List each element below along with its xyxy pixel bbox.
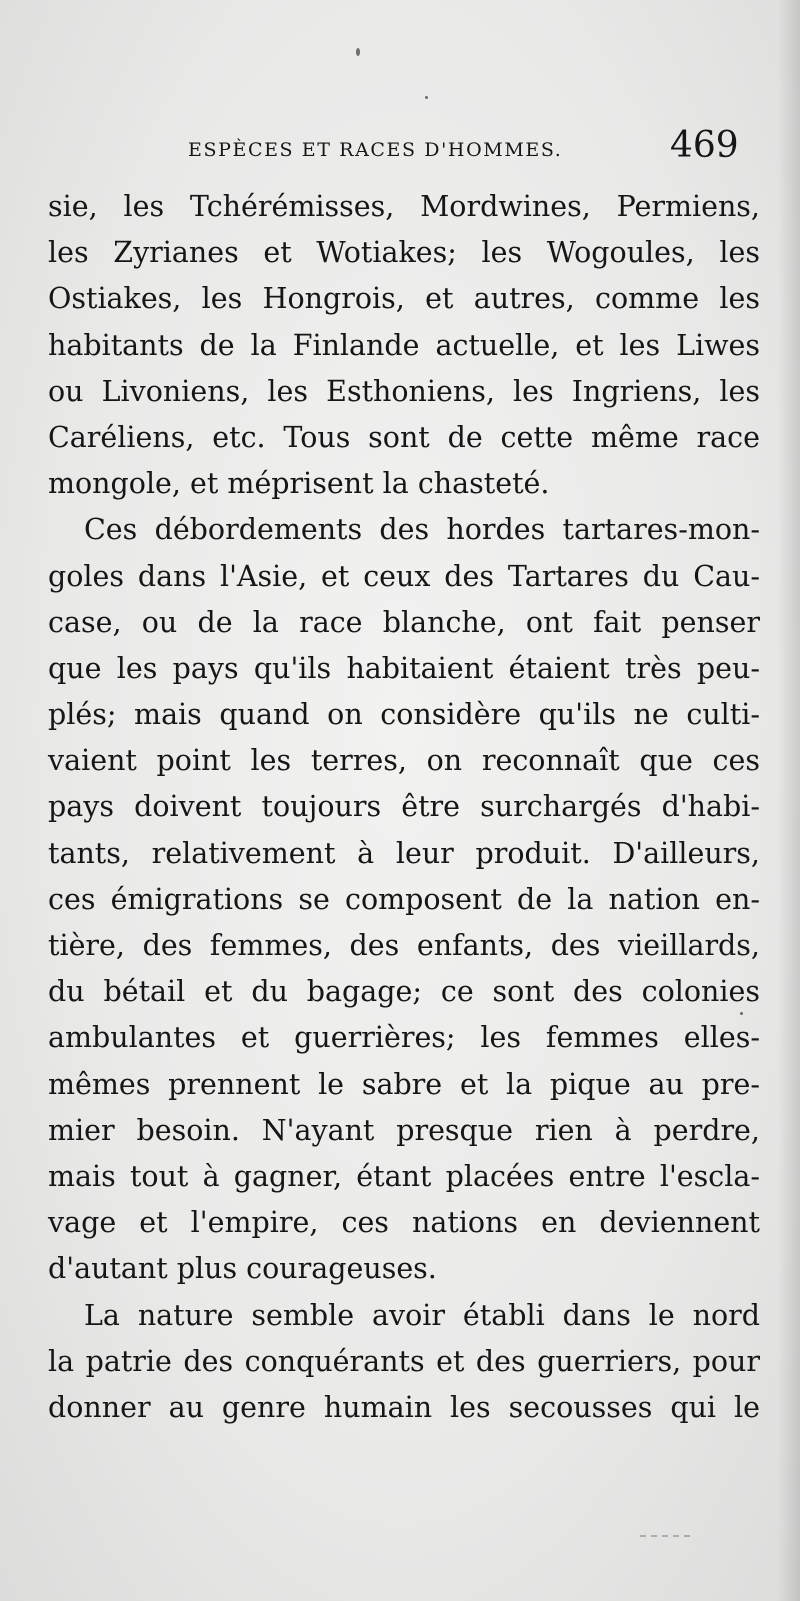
text-line: ou Livoniens, les Esthoniens, les Ingriens, les	[48, 374, 760, 408]
running-head: ESPÈCES ET RACES D'HOMMES.	[188, 139, 563, 161]
text-line: habitants de la Finlande actuelle, et les Liwes	[48, 328, 760, 362]
text-line: d'autant plus courageuses.	[48, 1252, 437, 1286]
text-line: Ces débordements des hordes tartares-mon-	[84, 513, 760, 547]
page-number: 469	[670, 125, 739, 166]
text-line: vage et l'empire, ces nations en deviennent	[48, 1206, 760, 1240]
text-line: goles dans l'Asie, et ceux des Tartares du Cau-	[48, 559, 760, 593]
ink-speck	[425, 96, 428, 99]
text-line: pays doivent toujours être surchargés d'habi-	[48, 790, 760, 824]
text-line: tière, des femmes, des enfants, des vieillards,	[48, 929, 760, 962]
text-line: mongole, et méprisent la chasteté.	[48, 467, 550, 501]
text-line: mais tout à gagner, étant placées entre l'escla-	[48, 1159, 760, 1193]
text-line: case, ou de la race blanche, ont fait penser	[48, 605, 760, 639]
text-line: mêmes prennent le sabre et la pique au pre-	[48, 1067, 760, 1101]
text-line: ambulantes et guerrières; les femmes elles-	[48, 1021, 760, 1055]
text-line: La nature semble avoir établi dans le nord	[84, 1298, 760, 1332]
text-line: ces émigrations se composent de la nation en-	[48, 882, 760, 916]
text-line: plés; mais quand on considère qu'ils ne culti-	[48, 698, 760, 732]
text-line: sie, les Tchérémisses, Mordwines, Permiens,	[48, 190, 760, 223]
text-line: donner au genre humain les secousses qui le	[48, 1390, 760, 1424]
text-line: les Zyrianes et Wotiakes; les Wogoules, les	[48, 236, 760, 270]
body-text	[48, 184, 760, 1431]
text-line: Caréliens, etc. Tous sont de cette même race	[48, 420, 760, 454]
text-line: du bétail et du bagage; ce sont des colonies	[48, 975, 760, 1009]
ink-speck	[356, 48, 360, 56]
text-line: vaient point les terres, on reconnaît que ces	[48, 744, 760, 778]
text-line: la patrie des conquérants et des guerriers, pour	[48, 1344, 760, 1378]
text-line: que les pays qu'ils habitaient étaient très peu-	[48, 651, 760, 685]
text-line: tants, relativement à leur produit. D'ailleurs,	[48, 836, 760, 870]
text-line: mier besoin. N'ayant presque rien à perdre,	[48, 1113, 760, 1147]
smudge-mark	[640, 1535, 690, 1577]
page-edge-shadow	[778, 0, 800, 1601]
text-line: Ostiakes, les Hongrois, et autres, comme les	[48, 282, 760, 316]
